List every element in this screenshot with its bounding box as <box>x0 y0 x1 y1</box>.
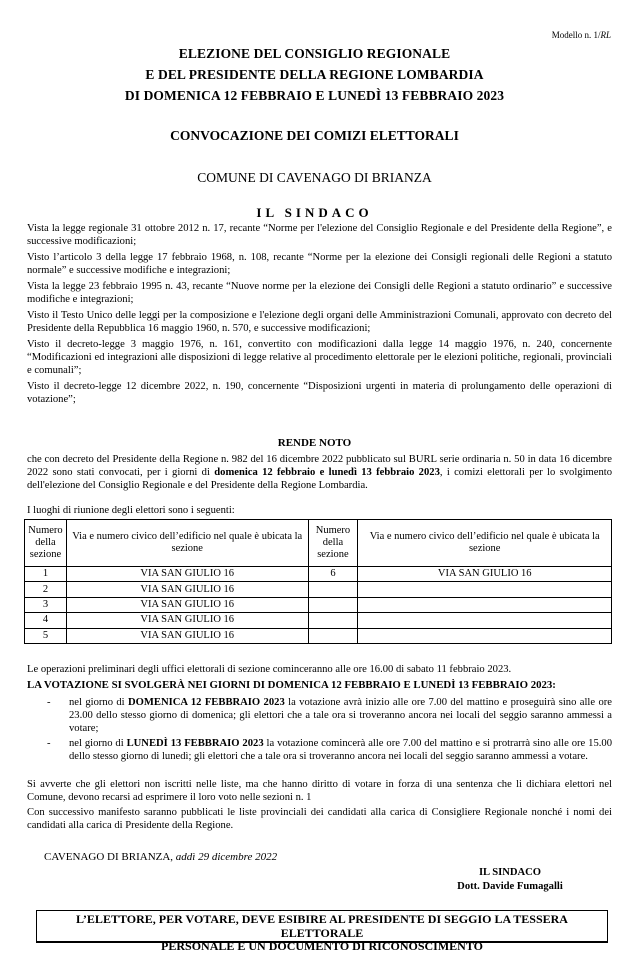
comune-name: COMUNE DI CAVENAGO DI BRIANZA <box>197 170 432 185</box>
table-row <box>25 628 612 643</box>
table-row <box>25 597 612 612</box>
section-number: 4 <box>25 613 67 628</box>
model-label: Modello n. 1/RL <box>551 30 611 40</box>
col-header-number: Numero della sezione <box>25 520 67 567</box>
bullet-dash: - <box>47 738 51 749</box>
section-number: 6 <box>308 567 358 582</box>
visto-paragraph: Vista la legge 23 febbraio 1995 n. 43, recante “Nuove norme per la elezione dei Consigli delle Regioni a statuto ordinario” e successive modifiche e integrazioni; <box>27 281 612 305</box>
votazione-list <box>27 696 612 765</box>
list-item: - nel giorno di DOMENICA 12 FEBBRAIO 2023 la votazione avrà inizio alle ore 7.00 del mattino e proseguirà sino alle ore 23.00 dello stesso giorno di domenica; gli elettori che a tale ora si troveranno ancora nei locali del seggio saranno ammessi a votare; <box>47 697 612 734</box>
section-address <box>358 597 612 612</box>
signature-name: Dott. Davide Fumagalli <box>457 881 563 892</box>
sections-table <box>24 519 612 644</box>
visto-paragraph: Visto il decreto-legge 12 dicembre 2022, n. 190, concernente “Disposizioni urgenti in materia di prolungamento delle operazioni di votazione”; <box>27 381 612 405</box>
operazioni-text: Le operazioni preliminari degli uffici elettorali di sezione cominceranno alle ore 16.00 di sabato 11 febbraio 2023. <box>27 664 512 675</box>
section-address: VIA SAN GIULIO 16 <box>358 567 612 582</box>
section-number <box>308 628 358 643</box>
title-line-2: E DEL PRESIDENTE DELLA REGIONE LOMBARDIA <box>145 67 484 82</box>
section-address: VIA SAN GIULIO 16 <box>66 628 308 643</box>
section-address: VIA SAN GIULIO 16 <box>66 582 308 597</box>
col-header-address: Via e numero civico dell’edificio nel quale è ubicata la sezione <box>358 520 612 567</box>
section-address: VIA SAN GIULIO 16 <box>66 597 308 612</box>
voter-notice-line: L’ELETTORE, PER VOTARE, DEVE ESIBIRE AL PRESIDENTE DI SEGGIO LA TESSERA ELETTORALE <box>76 912 568 940</box>
section-number: 5 <box>25 628 67 643</box>
visto-paragraph: Visto l’articolo 3 della legge 17 febbraio 1968, n. 108, recante “Norme per la elezione dei Consigli regionali delle Regioni a statuto normale” e successive modifiche e integrazioni; <box>27 252 612 276</box>
section-address: VIA SAN GIULIO 16 <box>66 567 308 582</box>
votazione-heading: LA VOTAZIONE SI SVOLGERÀ NEI GIORNI DI DOMENICA 12 FEBBRAIO E LUNEDÌ 13 FEBBRAIO 2023: <box>27 679 556 691</box>
signature-block <box>430 866 590 894</box>
voter-notice-box <box>36 910 608 953</box>
signature-title: IL SINDACO <box>478 867 542 878</box>
convocation-title: CONVOCAZIONE DEI COMIZI ELETTORALI <box>170 128 459 143</box>
section-number <box>308 613 358 628</box>
col-header-number: Numero della sezione <box>308 520 358 567</box>
avverte-text: Si avverte che gli elettori non iscritti nelle liste, ma che hanno diritto di votare in forza di una sentenza che li dichiara elettori nel Comune, devono recarsi ad esprimere il loro voto nelle sezioni n. 1 <box>27 779 612 803</box>
section-number: 2 <box>25 582 67 597</box>
list-item: - nel giorno di LUNEDÌ 13 FEBBRAIO 2023 la votazione comincerà alle ore 7.00 del mattino e si protrarrà sino alle ore 15.00 dello stesso giorno di lunedì; gli elettori che a tale ora si troveranno ancora nei locali del seggio saranno ammessi a votare. <box>47 738 612 762</box>
manifesto-text: Con successivo manifesto saranno pubblicati le liste provinciali dei candidati alla carica di Consigliere Regionale nonché i nomi dei candidati alla carica di Presidente della Regione. <box>27 807 612 831</box>
notice-paragraph: che con decreto del Presidente della Regione n. 982 del 16 dicembre 2022 pubblicato sul BURL serie ordinaria n. 50 in data 16 dicembre 2022 sono stati convocati, per i giorni di domenica 12 febbraio e lunedì 13 febbraio 2023, i comizi elettorali per lo svolgimento dell'elezione del Consiglio Regionale e del Presidente della Regione Lombardia. <box>27 454 612 491</box>
section-address: VIA SAN GIULIO 16 <box>66 613 308 628</box>
section-address <box>358 613 612 628</box>
section-address <box>358 582 612 597</box>
col-header-address: Via e numero civico dell’edificio nel quale è ubicata la sezione <box>66 520 308 567</box>
voter-notice-line: PERSONALE E UN DOCUMENTO DI RICONOSCIMENTO <box>161 939 483 953</box>
title-line-3: DI DOMENICA 12 FEBBRAIO E LUNEDÌ 13 FEBBRAIO 2023 <box>124 88 505 103</box>
bullet-dash: - <box>47 697 51 708</box>
table-row <box>25 582 612 597</box>
section-address <box>358 628 612 643</box>
visto-paragraph: Vista la legge regionale 31 ottobre 2012 n. 17, recante “Norme per l'elezione del Consiglio Regionale e del Presidente della Regione”, e successive modificazioni; <box>27 223 612 247</box>
sindaco-heading: IL SINDACO <box>256 205 373 220</box>
visto-paragraph: Visto il Testo Unico delle leggi per la composizione e l'elezione degli organi delle Amministrazioni Comunali, approvato con decreto del Presidente della Repubblica 16 maggio 1960, n. 570, e successive modificazioni; <box>27 310 612 334</box>
table-header-row <box>25 520 612 567</box>
table-row <box>25 567 612 582</box>
section-number <box>308 597 358 612</box>
section-number: 1 <box>25 567 67 582</box>
title-line-1: ELEZIONE DEL CONSIGLIO REGIONALE <box>178 46 451 61</box>
section-number: 3 <box>25 597 67 612</box>
visto-paragraph: Visto il decreto-legge 3 maggio 1976, n. 161, convertito con modificazioni dalla legge 14 maggio 1976, n. 240, concernente “Modificazioni ed integrazioni alle disposizioni di legge relative al procedimento elettorale per le elezioni politiche, regionali, provinciali e comunali”; <box>27 339 612 376</box>
section-number <box>308 582 358 597</box>
table-row <box>25 613 612 628</box>
luoghi-intro: I luoghi di riunione degli elettori sono i seguenti: <box>27 505 235 516</box>
place-date: CAVENAGO DI BRIANZA, addì 29 dicembre 2022 <box>44 851 278 863</box>
rende-noto-heading: RENDE NOTO <box>277 437 352 449</box>
visto-list <box>27 222 612 409</box>
